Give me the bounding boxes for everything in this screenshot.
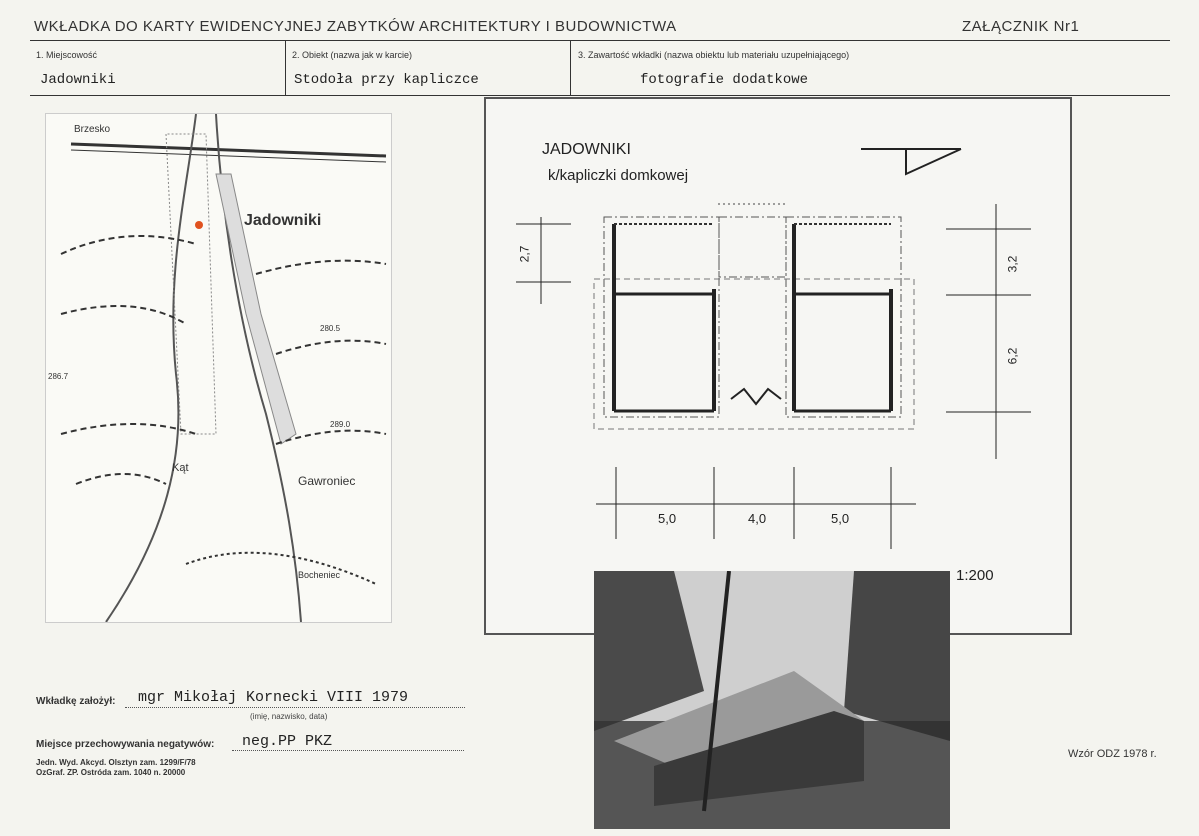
field-object-value: Stodoła przy kapliczce <box>294 72 479 88</box>
negatives-dotline <box>232 750 464 751</box>
field-locality-value: Jadowniki <box>40 72 116 88</box>
location-map <box>45 113 392 623</box>
map-label-bocheniec: Bocheniec <box>298 570 341 580</box>
field-object-label: 2. Obiekt (nazwa jak w karcie) <box>292 50 413 60</box>
map-label-elev-1: 280.5 <box>320 324 341 333</box>
plan-room-right <box>786 217 901 417</box>
plan-title: JADOWNIKI <box>542 141 631 158</box>
plan-subtitle: k/kapliczki domkowej <box>548 167 689 184</box>
dim-right-bottom: 6,2 <box>1005 347 1020 365</box>
form-version: Wzór ODZ 1978 r. <box>1068 748 1157 760</box>
plan-room-left <box>604 217 719 417</box>
photo-image <box>594 571 950 829</box>
dim-bottom-1: 5,0 <box>658 511 677 526</box>
dim-right-top: 3,2 <box>1005 255 1020 273</box>
map-label-brzesko: Brzesko <box>74 124 111 135</box>
plan-scale: 1:200 <box>956 567 994 584</box>
field-content-label: 3. Zawartość wkładki (nazwa obiektu lub materiału uzupełniającego) <box>578 50 850 60</box>
map-label-elev-2: 286.7 <box>48 372 69 381</box>
floor-plan <box>484 97 1072 635</box>
negatives-label: Miejsce przechowywania negatywów: <box>36 739 215 750</box>
negatives-value: neg.PP PKZ <box>242 733 333 750</box>
field-divider-2 <box>570 40 571 96</box>
map-label-elev-3: 289.0 <box>330 420 351 429</box>
header-rule-top <box>30 40 1170 41</box>
founder-dotline <box>125 707 465 708</box>
map-drawing <box>46 114 391 622</box>
plan-drawing <box>486 99 1070 633</box>
dim-bottom-3: 5,0 <box>831 511 850 526</box>
map-label-kat: Kąt <box>172 462 189 474</box>
map-label-town: Jadowniki <box>244 212 322 229</box>
barn-photo <box>594 571 950 829</box>
founder-label: Wkładkę założył: <box>36 696 116 707</box>
north-arrow-icon <box>861 149 961 174</box>
annex-number: ZAŁĄCZNIK Nr1 <box>962 18 1080 35</box>
print-note-2: OzGraf. ZP. Ostróda zam. 1040 n. 20000 <box>36 768 186 777</box>
dim-left: 2,7 <box>517 245 532 263</box>
print-note-1: Jedn. Wyd. Akcyd. Olsztyn zam. 1299/F/78 <box>36 758 196 767</box>
map-label-gawroniec: Gawroniec <box>298 474 356 488</box>
founder-value: mgr Mikołaj Kornecki VIII 1979 <box>138 689 409 706</box>
field-locality-label: 1. Miejscowość <box>36 50 98 60</box>
dim-bottom-2: 4,0 <box>748 511 767 526</box>
header-rule-bottom <box>30 95 1170 96</box>
card-title: WKŁADKA DO KARTY EWIDENCYJNEJ ZABYTKÓW ARCHITEKTURY I BUDOWNICTWA <box>34 18 677 35</box>
marker-dot <box>195 221 203 229</box>
field-content-value: fotografie dodatkowe <box>640 72 809 88</box>
field-divider-1 <box>285 40 286 96</box>
founder-hint: (imię, nazwisko, data) <box>250 712 328 721</box>
